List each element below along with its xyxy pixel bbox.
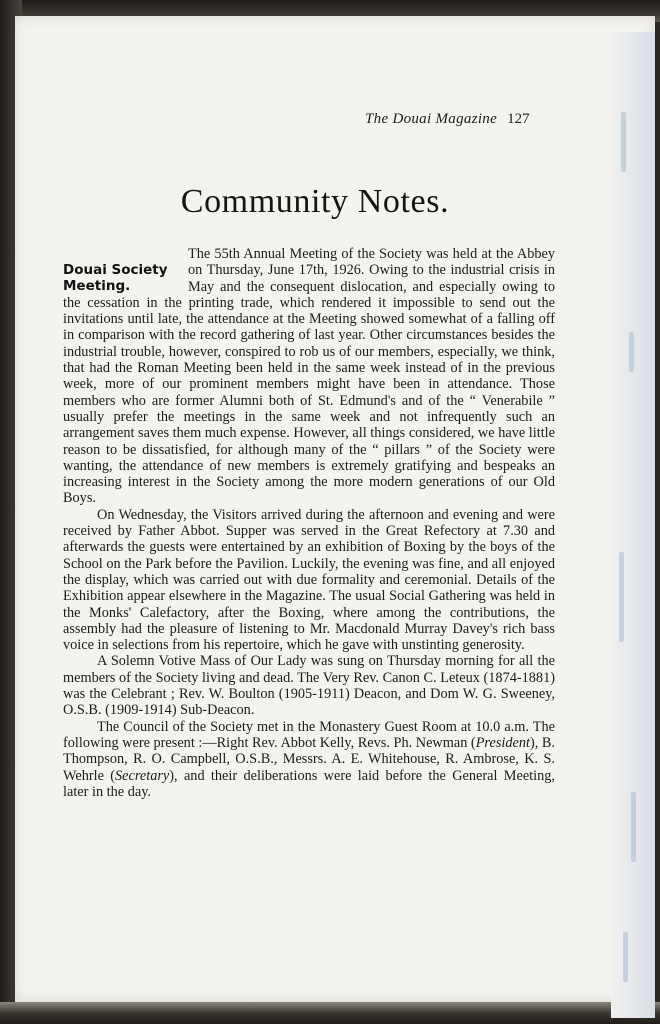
page-edge-stain	[611, 32, 655, 1018]
book-binding-bottom	[0, 1002, 660, 1024]
article-body	[63, 246, 555, 800]
paragraph-visitors: On Wednesday, the Visitors arrived during the afternoon and evening and were received by Father Abbot. Supper was served in the Great Refectory at 7.30 and afterwards the guests were entertained by an exhibition of Boxing by the boys of the School on the Park before the Pavilion. Luckily, the evening was fine, and all enjoyed the display, which was carried out with due formality and ceremonial. Details of the Exhibition appear elsewhere in the Magazine. The usual Social Gathering was held in the Monks' Calefactory, after the Boxing, where among the contributions, the assembly had the pleasure of listening to Mr. Macdonald Murray Davey's rich bass voice in selections from his repertoire, which he gave with unstinting generosity.	[63, 506, 555, 654]
side-heading	[63, 262, 185, 295]
page-number: 127	[507, 111, 530, 127]
side-heading-line1: Douai Society	[63, 262, 168, 278]
running-head	[365, 111, 565, 128]
paragraph-votive-mass: A Solemn Votive Mass of Our Lady was sung on Thursday morning for all the members of the Society living and dead. The Very Rev. Canon C. Leteux (1874-1881) was the Celebrant ; Rev. W. Boulton (1905-1911) Deacon, and Dom W. G. Sweeney, O.S.B. (1909-1914) Sub-Deacon.	[63, 653, 555, 719]
magazine-name: The Douai Magazine	[365, 111, 498, 127]
paragraph-annual-meeting: The 55th Annual Meeting of the Society was held at the Abbey on Thursday, June 17th, 1926. Owing to the industrial crisis in May and the consequent dislocation, and especially owing to the cessation in the printing trade, which rendered it impossible to send out the invitations until late, the attendance at the Meeting showed somewhat of a falling off in comparison with the record gathering of last year. Other circumstances besides the industrial trouble, however, conspired to rob us of our members, especially, we think, that had the Roman Meeting been held in the same week instead of in the previous week, more of our prominent members might have been in attendance. Those members who are former Alumni both of St. Edmund's and of the “ Venerabile ” usually prefer the meetings in the same week and not infrequently such an arrangement saves them much expense. However, all things considered, we have little reason to be dissatisfied, for although many of the “ pillars ” of the Society were wanting, the attendance of new members is extremely gratifying and bespeaks an increasing interest in the Society among the more modern generations of our Old Boys.	[63, 246, 555, 507]
paragraph-council: The Council of the Society met in the Monastery Guest Room at 10.0 a.m. The following were present :—Right Rev. Abbot Kelly, Revs. Ph. Newman (President), B. Thompson, R. O. Campbell, O.S.B., Messrs. A. E. Whitehouse, R. Ambrose, K. S. Wehrle (Secretary), and their deliberations were laid before the General Meeting, later in the day.	[63, 718, 556, 800]
page-title: Community Notes.	[180, 183, 450, 220]
side-heading-line2: Meeting.	[63, 278, 131, 295]
magazine-page	[15, 16, 655, 1002]
